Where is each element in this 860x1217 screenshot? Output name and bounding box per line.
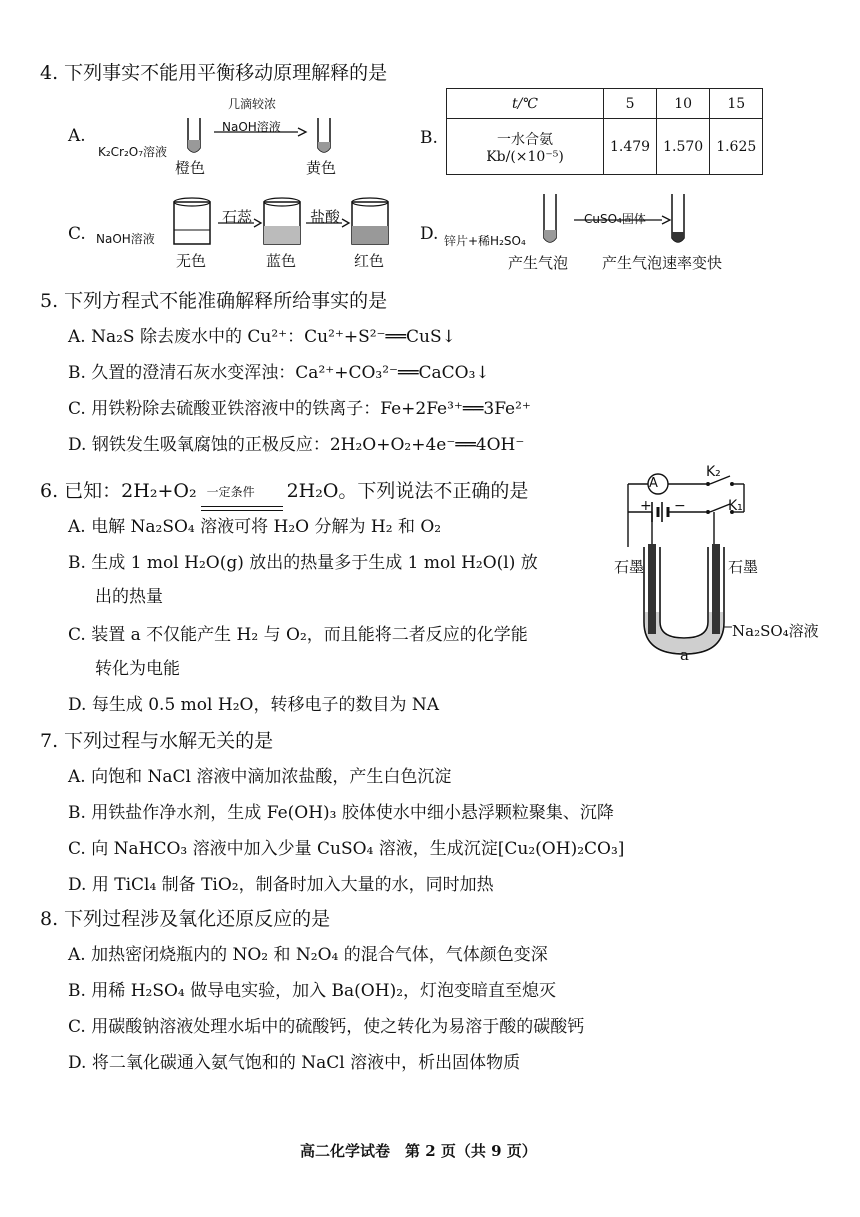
q5-option-a: A. Na₂S 除去废水中的 Cu²⁺：Cu²⁺+S²⁻══CuS↓ (68, 327, 456, 347)
kb-header-10: 10 (657, 89, 710, 119)
q4a-arrow-bottom: NaOH溶液 (222, 120, 281, 134)
left-electrode-label: 石墨 (614, 558, 645, 576)
test-tube-left (188, 118, 200, 152)
q4d-reagent: 锌片+稀H₂SO₄ (444, 234, 526, 248)
q6-stem-suffix: 2H₂O。下列说法不正确的是 (286, 480, 529, 502)
q8-stem: 8. 下列过程涉及氧化还原反应的是 (40, 908, 331, 930)
plus-label: + (640, 498, 652, 514)
q8-option-d: D. 将二氧化碳通入氨气饱和的 NaCl 溶液中，析出固体物质 (68, 1053, 521, 1073)
q4c-arrow1: 石蕊 (222, 208, 253, 226)
minus-label: − (674, 498, 686, 514)
q4d-left-caption: 产生气泡 (508, 254, 569, 272)
q8-option-b: B. 用稀 H₂SO₄ 做导电实验，加入 Ba(OH)₂，灯泡变暗直至熄灭 (68, 981, 557, 1001)
q7-stem: 7. 下列过程与水解无关的是 (40, 730, 274, 752)
page-footer: 高二化学试卷 第 2 页（共 9 页） (300, 1142, 537, 1160)
q4d-arrow: CuSO₄固体 (584, 212, 646, 226)
switch-k1 (710, 504, 730, 512)
q4-option-b-letter: B. (420, 128, 438, 148)
q6-option-b: B. 生成 1 mol H₂O(g) 放出的热量多于生成 1 mol H₂O(l) 放 (68, 553, 538, 573)
q8-option-c: C. 用碳酸钠溶液处理水垢中的硫酸钙，使之转化为易溶于酸的碳酸钙 (68, 1017, 585, 1037)
beaker-3 (352, 198, 388, 244)
kb-row-label-1: 一水合氨 (497, 131, 553, 148)
kb-row-label-2: Kb/(×10⁻⁵) (486, 148, 564, 165)
q6-option-d: D. 每生成 0.5 mol H₂O，转移电子的数目为 NA (68, 695, 440, 715)
q5-option-d: D. 钢铁发生吸氧腐蚀的正极反应：2H₂O+O₂+4e⁻══4OH⁻ (68, 435, 525, 455)
q4-option-a-letter: A. (68, 126, 86, 146)
kb-value-15: 1.625 (710, 119, 763, 175)
q7-option-a: A. 向饱和 NaCl 溶液中滴加浓盐酸，产生白色沉淀 (68, 767, 452, 787)
q6-condition: 一定条件 (206, 485, 255, 499)
solution-label: Na₂SO₄溶液 (732, 622, 819, 640)
q6-stem-prefix: 6. 已知：2H₂+O₂ (40, 480, 197, 502)
q5-stem: 5. 下列方程式不能准确解释所给事实的是 (40, 290, 388, 312)
q5-option-b: B. 久置的澄清石灰水变浑浊：Ca²⁺+CO₃²⁻══CaCO₃↓ (68, 363, 490, 383)
q4c-arrow2: 盐酸 (310, 208, 341, 226)
q4c-color-2: 蓝色 (266, 252, 297, 270)
q6-stem (40, 476, 528, 503)
q6-option-a: A. 电解 Na₂SO₄ 溶液可将 H₂O 分解为 H₂ 和 O₂ (68, 517, 442, 537)
ammeter-label: A (649, 476, 658, 491)
kb-header-temp: t/℃ (447, 89, 604, 119)
q4a-right-color: 黄色 (306, 159, 337, 177)
q4c-color-3: 红色 (354, 252, 385, 270)
beaker-1 (174, 198, 210, 244)
kb-table (446, 88, 763, 175)
q6-option-c-cont: 转化为电能 (95, 659, 180, 679)
q4-option-c-letter: C. (68, 224, 86, 244)
q4a-left-color: 橙色 (175, 159, 206, 177)
q6-option-b-cont: 出的热量 (95, 587, 163, 607)
graphite-electrode-left (648, 544, 656, 634)
kb-header-5: 5 (604, 89, 657, 119)
q7-option-c: C. 向 NaHCO₃ 溶液中加入少量 CuSO₄ 溶液，生成沉淀[Cu₂(OH)₂CO₃] (68, 839, 625, 859)
kb-row-label (447, 119, 604, 175)
q4c-diagram (160, 196, 400, 250)
kb-header-15: 15 (710, 89, 763, 119)
beaker-2 (264, 198, 300, 244)
k1-label: K₁ (728, 498, 743, 514)
right-electrode-label: 石墨 (728, 558, 759, 576)
q4a-arrow-top: 几滴较浓 (228, 97, 277, 111)
test-tube-zinc (544, 194, 556, 242)
q7-option-d: D. 用 TiCl₄ 制备 TiO₂，制备时加入大量的水，同时加热 (68, 875, 494, 895)
kb-value-10: 1.570 (657, 119, 710, 175)
q4d-right-caption: 产生气泡速率变快 (602, 254, 723, 272)
q4c-color-1: 无色 (176, 252, 207, 270)
graphite-electrode-right (712, 544, 720, 634)
q5-option-c: C. 用铁粉除去硫酸亚铁溶液中的铁离子：Fe+2Fe³⁺══3Fe²⁺ (68, 399, 531, 419)
device-a-label: a (680, 646, 689, 664)
test-tube-right (318, 118, 330, 152)
q6-option-c: C. 装置 a 不仅能产生 H₂ 与 O₂，而且能将二者反应的化学能 (68, 625, 528, 645)
q4c-reagent: NaOH溶液 (96, 232, 155, 246)
kb-value-5: 1.479 (604, 119, 657, 175)
k2-label: K₂ (706, 464, 721, 480)
q7-option-b: B. 用铁盐作净水剂，生成 Fe(OH)₃ 胶体使水中细小悬浮颗粒聚集、沉降 (68, 803, 614, 823)
q4-stem: 4. 下列事实不能用平衡移动原理解释的是 (40, 62, 388, 84)
q4a-reagent: K₂Cr₂O₇溶液 (98, 145, 168, 159)
test-tube-cuso4 (672, 194, 684, 242)
q4-option-d-letter: D. (420, 224, 439, 244)
q8-option-a: A. 加热密闭烧瓶内的 NO₂ 和 N₂O₄ 的混合气体，气体颜色变深 (68, 945, 548, 965)
